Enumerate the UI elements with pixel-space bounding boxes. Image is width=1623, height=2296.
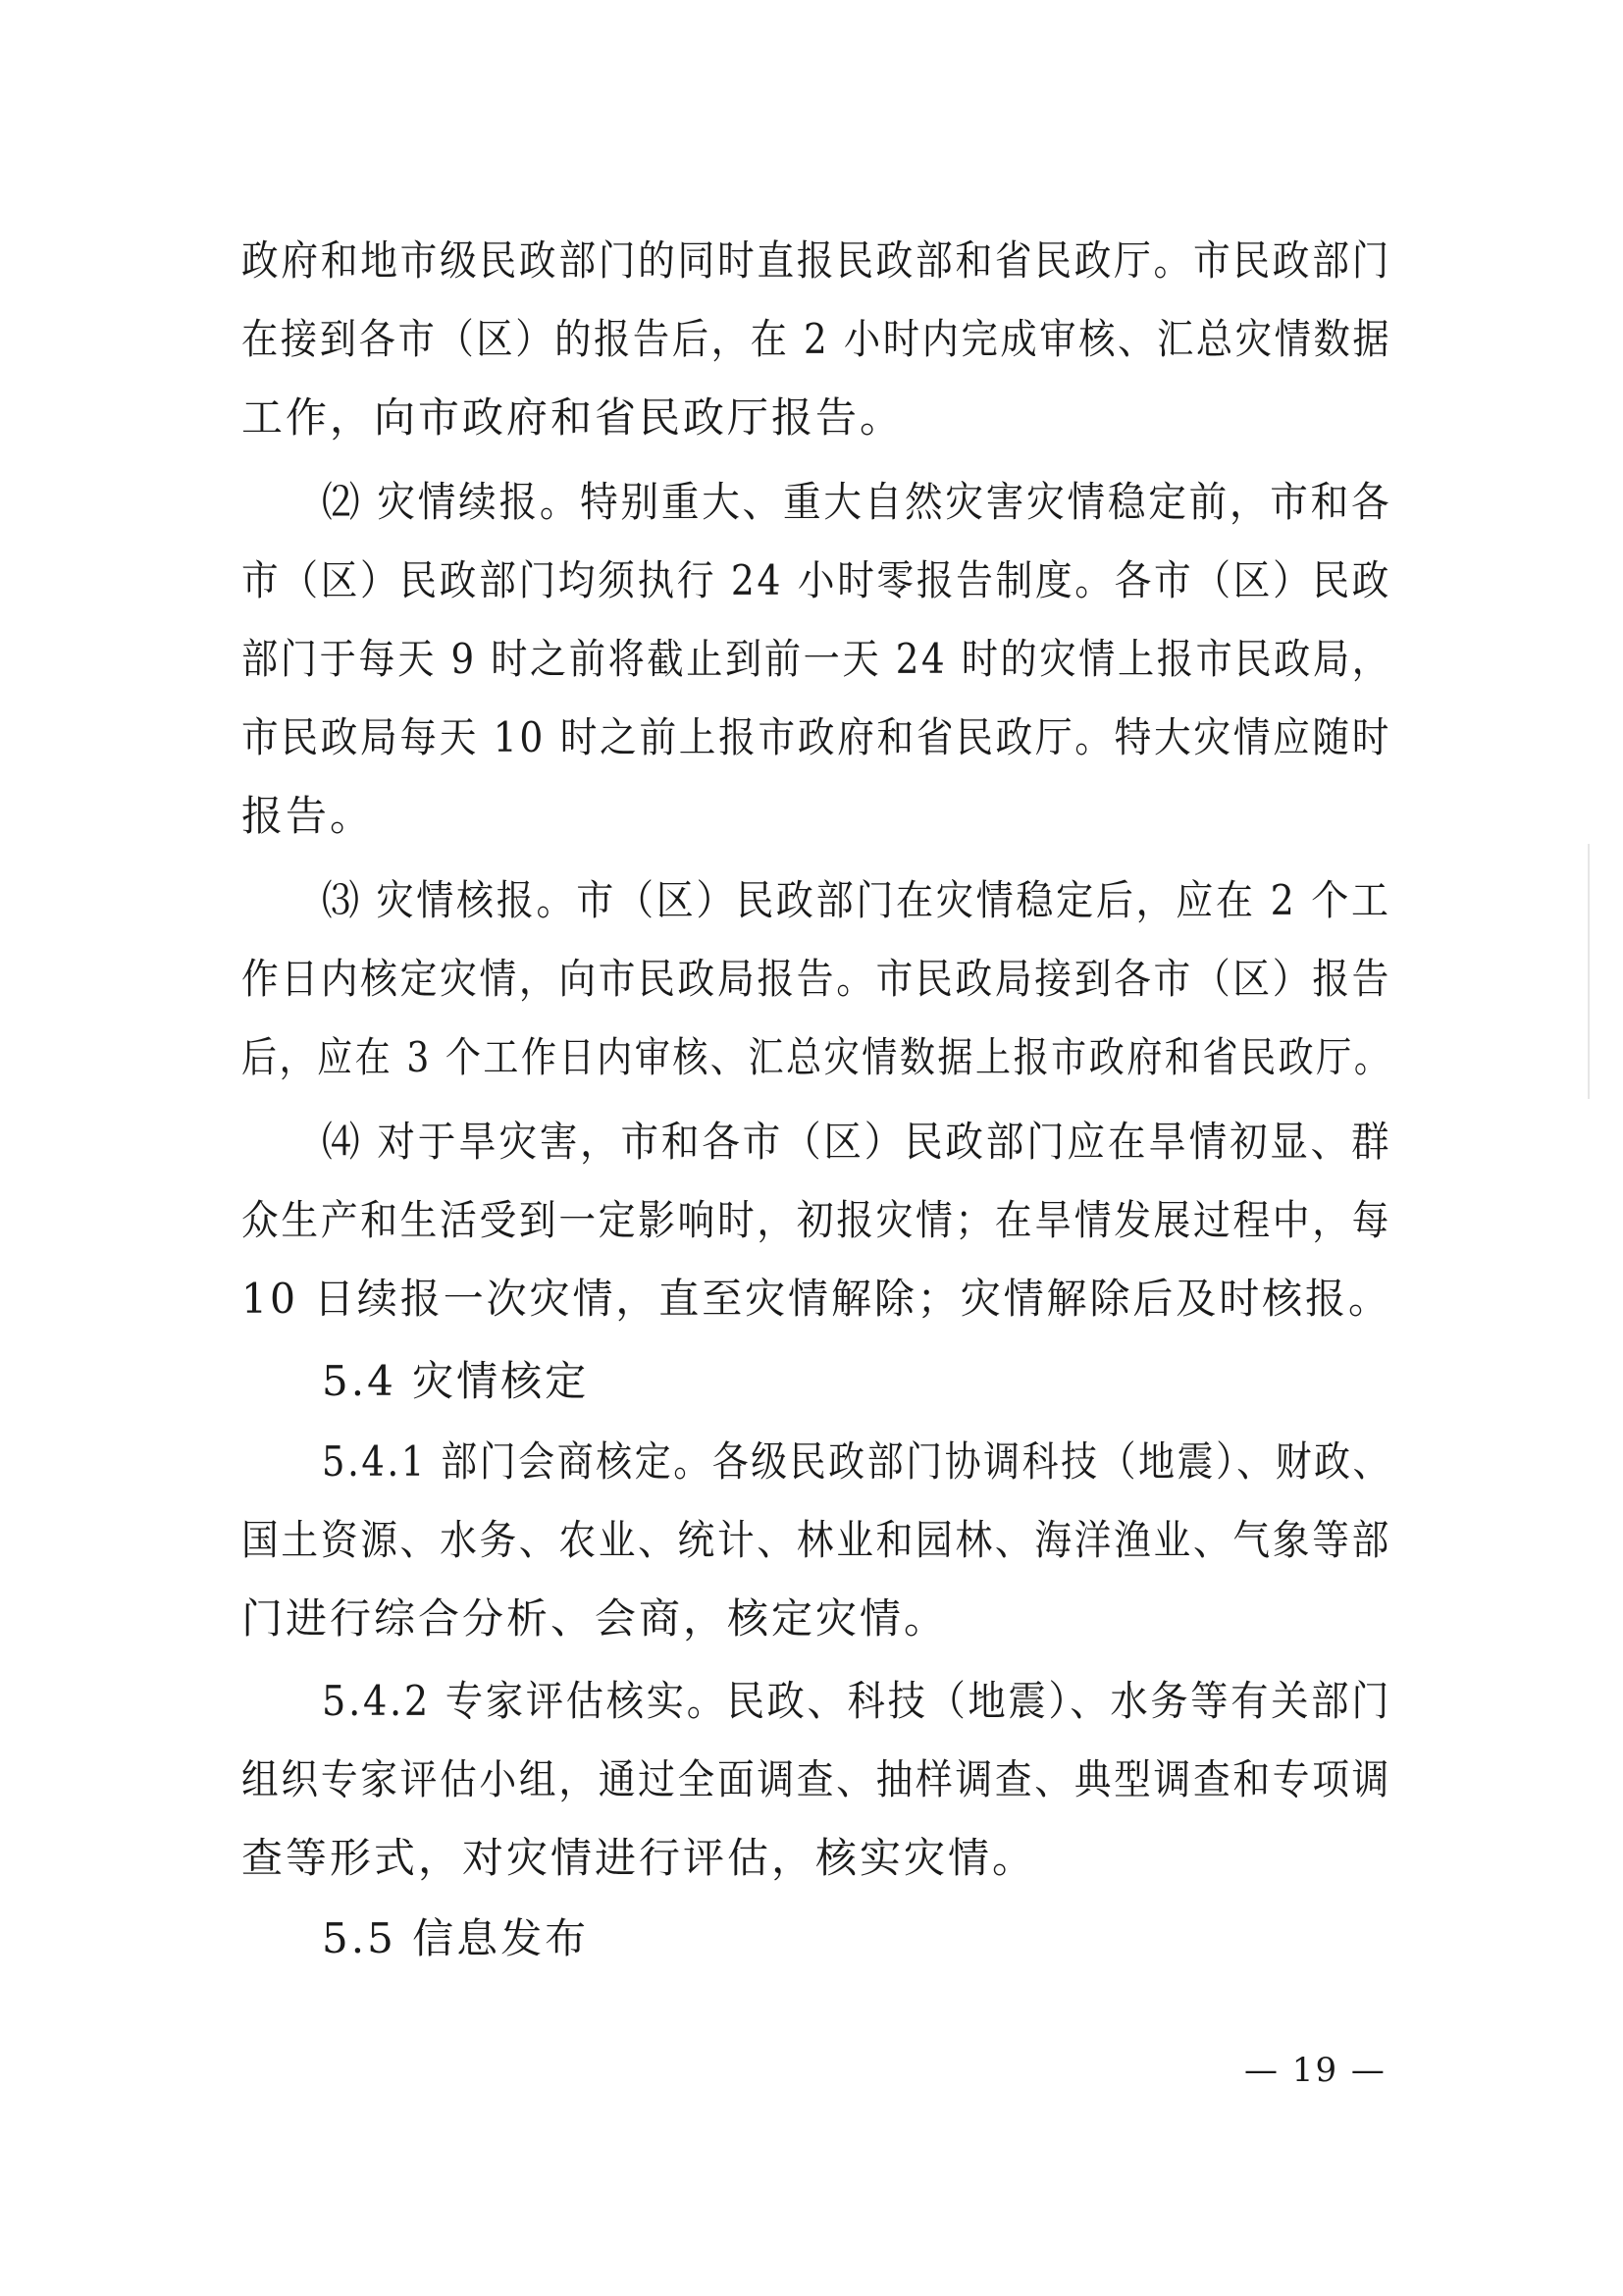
paragraph-first-line: 5.4.2 专家评估核实。民政、科技（地震）、水务等有关部门 bbox=[322, 1677, 1392, 1725]
paragraph-first-line: ⑷ 对于旱灾害，市和各市（区）民政部门应在旱情初显、群 bbox=[322, 1118, 1392, 1166]
body-line: 市（区）民政部门均须执行 24 小时零报告制度。各市（区）民政 bbox=[241, 556, 1392, 604]
body-line: 国土资源、水务、农业、统计、林业和园林、海洋渔业、气象等部 bbox=[241, 1516, 1392, 1564]
body-line: 部门于每天 9 时之前将截止到前一天 24 时的灾情上报市民政局， bbox=[241, 635, 1391, 683]
scan-edge-mark bbox=[1588, 844, 1590, 1099]
paragraph-first-line: ⑶ 灾情核报。市（区）民政部门在灾情稳定后，应在 2 个工 bbox=[322, 876, 1391, 924]
body-line: 政府和地市级民政部门的同时直报民政部和省民政厅。市民政部门 bbox=[241, 236, 1392, 285]
body-line: 门进行综合分析、会商，核定灾情。 bbox=[241, 1594, 949, 1643]
paragraph-first-line: ⑵ 灾情续报。特别重大、重大自然灾害灾情稳定前，市和各 bbox=[322, 478, 1392, 526]
page-number: — 19 — bbox=[1244, 2051, 1387, 2090]
body-line: 在接到各市（区）的报告后，在 2 小时内完成审核、汇总灾情数据 bbox=[241, 315, 1392, 363]
body-line: 10 日续报一次灾情，直至灾情解除；灾情解除后及时核报。 bbox=[241, 1275, 1391, 1323]
body-line: 众生产和生活受到一定影响时，初报灾情；在旱情发展过程中，每 bbox=[241, 1196, 1392, 1244]
paragraph-first-line: 5.4.1 部门会商核定。各级民政部门协调科技（地震）、财政、 bbox=[322, 1437, 1392, 1486]
body-line: 作日内核定灾情，向市民政局报告。市民政局接到各市（区）报告 bbox=[241, 955, 1392, 1003]
section-heading: 5.5 信息发布 bbox=[322, 1914, 590, 1962]
body-line: 查等形式，对灾情进行评估，核实灾情。 bbox=[241, 1834, 1037, 1882]
body-line: 报告。 bbox=[241, 792, 375, 840]
section-heading: 5.4 灾情核定 bbox=[322, 1357, 590, 1405]
body-line: 市民政局每天 10 时之前上报市政府和省民政厅。特大灾情应随时 bbox=[241, 713, 1392, 761]
body-line: 工作，向市政府和省民政厅报告。 bbox=[241, 393, 905, 442]
body-line: 后，应在 3 个工作日内审核、汇总灾情数据上报市政府和省民政厅。 bbox=[241, 1033, 1392, 1081]
body-line: 组织专家评估小组，通过全面调查、抽样调查、典型调查和专项调 bbox=[241, 1755, 1392, 1803]
